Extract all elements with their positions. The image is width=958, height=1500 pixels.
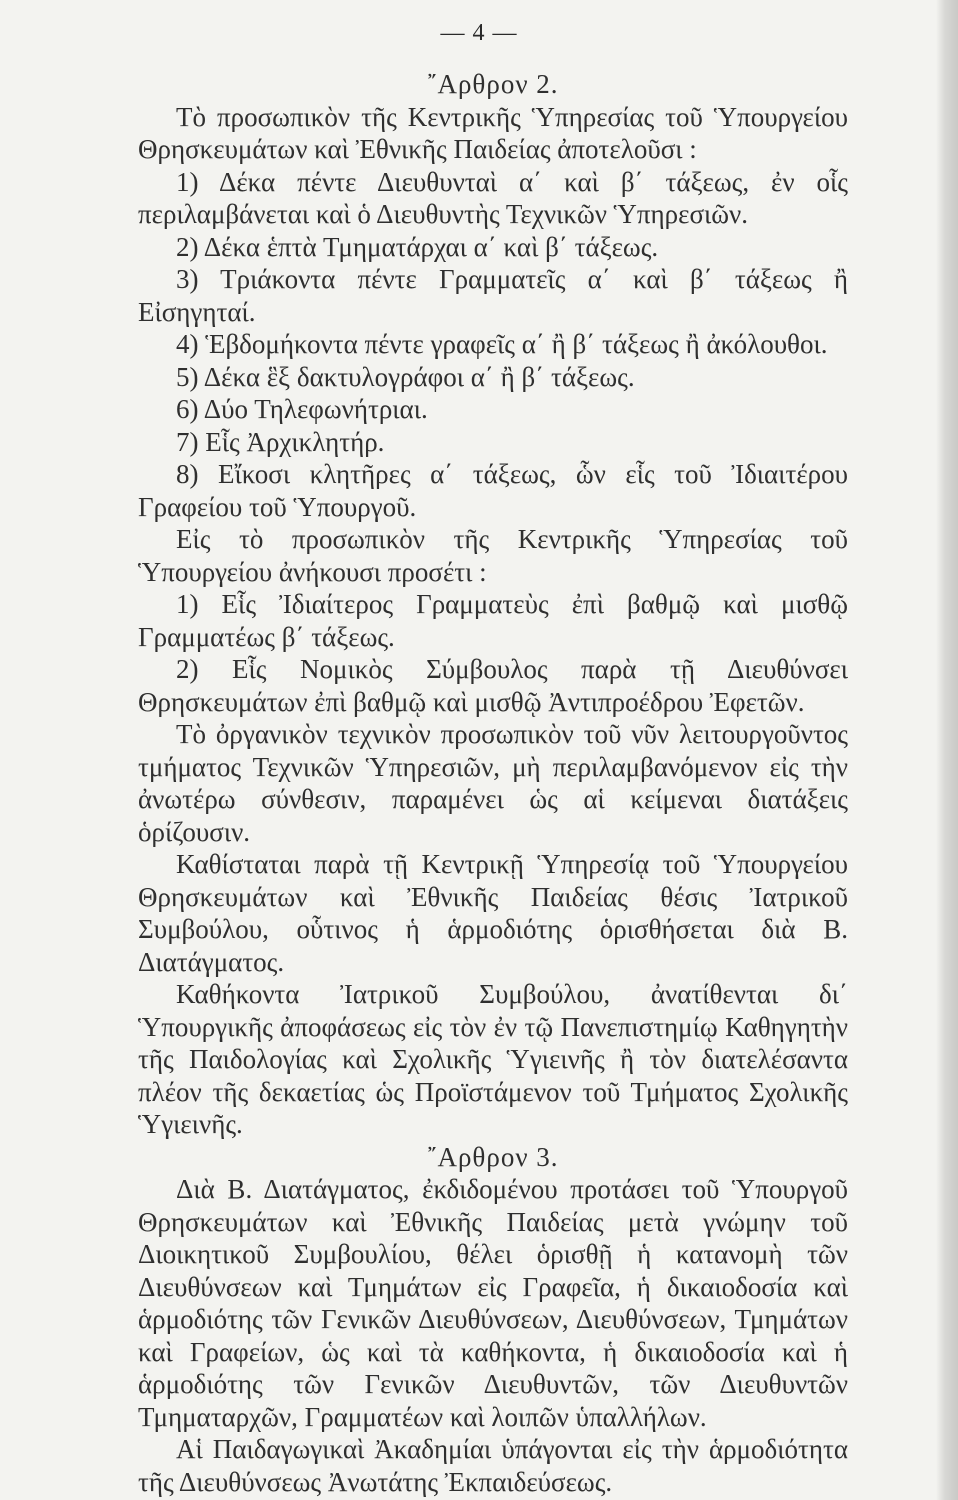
article-2-item-5: 5) Δέκα ἓξ δακτυλογράφοι α΄ ἢ β΄ τάξεως. bbox=[176, 361, 635, 392]
article-2-item-3: 3) Τριάκοντα πέντε Γραμματεῖς α΄ καὶ β΄ τάξεως ἢ Εἰσηγηταί. bbox=[138, 264, 848, 327]
article-2-paragraph-3: Καθήκοντα Ἰατρικοῦ Συμβούλου, ἀνατίθενται δι΄ Ὑπουργικῆς ἀποφάσεως εἰς τὸν ἐν τῷ Πανεπιστημίῳ Καθηγητὴν τῆς Παιδολογίας καὶ Σχολικῆς Ὑγιεινῆς ἢ τὸν διατελέσαντα πλέον τῆς δεκαετίας ὡς Προϊστάμενον τοῦ Τμήματος Σχολικῆς Ὑγιεινῆς. bbox=[138, 979, 848, 1139]
article-2-paragraph-1: Τὸ ὀργανικὸν τεχνικὸν προσωπικὸν τοῦ νῦν λειτουργοῦντος τμήματος Τεχνικῶν Ὑπηρεσιῶν, μὴ περιλαμβανόμενον εἰς τὴν ἀνωτέρω σύνθεσιν, παραμένει ὡς αἱ κείμεναι διατάξεις ὁρίζουσιν. bbox=[138, 719, 848, 847]
article-2-heading: ῎Αρθρον 2. bbox=[427, 69, 559, 99]
article-2-additional-item-1: 1) Εἷς Ἰδιαίτερος Γραμματεὺς ἐπὶ βαθμῷ καὶ μισθῷ Γραμματέως β΄ τάξεως. bbox=[138, 589, 848, 652]
article-2-item-2: 2) Δέκα ἑπτὰ Τμηματάρχαι α΄ καὶ β΄ τάξεως. bbox=[176, 231, 659, 262]
article-2-item-1: 1) Δέκα πέντε Διευθυνταὶ α΄ καὶ β΄ τάξεως, ἐν οἷς περιλαμβάνεται καὶ ὁ Διευθυντὴς Τεχνικῶν Ὑπηρεσιῶν. bbox=[138, 166, 848, 229]
page-number: — 4 — bbox=[440, 20, 518, 46]
article-3-paragraph-1: Διὰ Β. Διατάγματος, ἐκδιδομένου προτάσει τοῦ Ὑπουργοῦ Θρησκευμάτων καὶ Ἐθνικῆς Παιδείας μετὰ γνώμην τοῦ Διοικητικοῦ Συμβουλίου, θέλει ὁρισθῇ ἡ κατανομὴ τῶν Διευθύνσεων καὶ Τμημάτων εἰς Γραφεῖα, ἡ δικαιοδοσία καὶ ἁρμοδιότης τῶν Γενικῶν Διευθύνσεων, Διευθύνσεων, Τμημάτων καὶ Γραφείων, ὡς καὶ τὰ καθήκοντα, ἡ δικαιοδοσία καὶ ἡ ἁρμοδιότης τῶν Γενικῶν Διευθυντῶν, τῶν Διευθυντῶν Τμηματαρχῶν, Γραμματέων καὶ λοιπῶν ὑπαλλήλων. bbox=[138, 1174, 848, 1432]
article-2-additional-item-2: 2) Εἷς Νομικὸς Σύμβουλος παρὰ τῇ Διευθύνσει Θρησκευμάτων ἐπὶ βαθμῷ καὶ μισθῷ Ἀντιπροέδρου Ἐφετῶν. bbox=[138, 654, 848, 717]
article-2-additional-intro: Εἰς τὸ προσωπικὸν τῆς Κεντρικῆς Ὑπηρεσίας τοῦ Ὑπουργείου ἀνήκουσι προσέτι : bbox=[138, 524, 848, 587]
article-2-item-6: 6) Δύο Τηλεφωνήτριαι. bbox=[176, 394, 428, 424]
article-2-item-7: 7) Εἷς Ἀρχικλητήρ. bbox=[176, 426, 385, 457]
article-3-heading: ῎Αρθρον 3. bbox=[427, 1141, 559, 1172]
document-body bbox=[138, 68, 848, 1498]
page-edge-shadow bbox=[936, 0, 958, 1500]
article-2-paragraph-2: Καθίσταται παρὰ τῇ Κεντρικῇ Ὑπηρεσίᾳ τοῦ Ὑπουργείου Θρησκευμάτων καὶ Ἐθνικῆς Παιδείας θέσις Ἰατρικοῦ Συμβούλου, οὗτινος ἡ ἁρμοδιότης ὁρισθήσεται διὰ Β. Διατάγματος. bbox=[138, 849, 848, 977]
article-2-item-8: 8) Εἴκοσι κλητῆρες α΄ τάξεως, ὧν εἷς τοῦ Ἰδιαιτέρου Γραφείου τοῦ Ὑπουργοῦ. bbox=[138, 459, 848, 522]
article-2-intro: Τὸ προσωπικὸν τῆς Κεντρικῆς Ὑπηρεσίας τοῦ Ὑπουργείου Θρησκευμάτων καὶ Ἐθνικῆς Παιδείας ἀποτελοῦσι : bbox=[138, 101, 848, 164]
article-3-paragraph-2: Αἱ Παιδαγωγικαὶ Ἀκαδημίαι ὑπάγονται εἰς τὴν ἁρμοδιότητα τῆς Διευθύνσεως Ἀνωτάτης Ἐκπαιδεύσεως. bbox=[138, 1434, 848, 1497]
article-2-item-4: 4) Ἑβδομήκοντα πέντε γραφεῖς α΄ ἢ β΄ τάξεως ἢ ἀκόλουθοι. bbox=[176, 329, 828, 359]
